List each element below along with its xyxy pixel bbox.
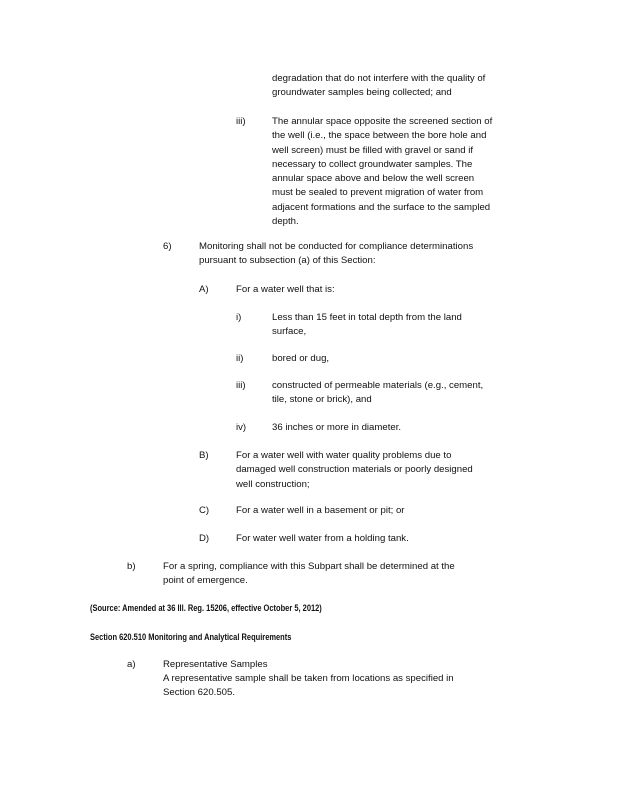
text-line: For a water well with water quality problems due to — [236, 450, 452, 461]
item-marker: iii) — [236, 116, 246, 127]
continuation-paragraph — [272, 72, 532, 101]
item-b-paragraph — [163, 560, 517, 589]
item-marker: a) — [127, 659, 136, 670]
text-line: damaged well construction materials or poorly designed — [236, 464, 473, 476]
item-marker: A) — [199, 284, 209, 295]
item-A-paragraph — [236, 283, 436, 297]
item-marker: D) — [199, 533, 210, 544]
item-marker: b) — [127, 561, 136, 572]
text-line: The annular space opposite the screened section of — [272, 116, 493, 127]
item-D-paragraph — [236, 532, 456, 546]
text-line: Less than 15 feet in total depth from the land — [272, 312, 462, 323]
item-marker: iii) — [236, 380, 246, 391]
item-A-ii-paragraph — [272, 352, 472, 366]
item-a-paragraph — [163, 672, 513, 701]
text-line: For a spring, compliance with this Subpart shall be determined at the — [163, 561, 455, 572]
text-line: pursuant to subsection (a) of this Section: — [199, 255, 376, 267]
item-B-paragraph — [236, 449, 504, 492]
text-line: A representative sample shall be taken from locations as specified in — [163, 673, 454, 684]
text-line: For water well water from a holding tank. — [236, 533, 409, 544]
item-A-iii-paragraph — [272, 379, 516, 408]
item-A-iv-paragraph — [272, 421, 472, 435]
item-a-heading: Representative Samples — [163, 659, 268, 670]
text-line: For a water well in a basement or pit; or — [236, 505, 405, 516]
text-line: well construction; — [236, 478, 310, 490]
text-line: well screen) must be filled with gravel or sand if — [272, 144, 474, 156]
text-line: adjacent formations and the surface to the sampled — [272, 201, 491, 213]
text-line: groundwater samples being collected; and — [272, 87, 452, 99]
text-line: surface, — [272, 326, 307, 338]
text-line: degradation that do not interfere with the quality of — [272, 73, 486, 84]
text-line: necessary to collect groundwater samples. The — [272, 158, 473, 170]
item-marker: ii) — [236, 353, 244, 364]
item-marker: i) — [236, 312, 242, 323]
text-line: tile, stone or brick), and — [272, 394, 372, 406]
text-line: bored or dug, — [272, 353, 330, 364]
text-line: For a water well that is: — [236, 284, 335, 295]
text-line: Monitoring shall not be conducted for compliance determinations — [199, 241, 474, 252]
source-note: (Source: Amended at 36 Ill. Reg. 15206, effective October 5, 2012) — [90, 603, 322, 614]
text-line: Section 620.505. — [163, 687, 236, 699]
item-marker: B) — [199, 450, 209, 461]
section-heading: Section 620.510 Monitoring and Analytical Requirements — [90, 632, 292, 643]
text-line: must be sealed to prevent migration of water from — [272, 187, 484, 199]
item-marker: 6) — [163, 241, 172, 252]
item-iii-annular-paragraph — [272, 115, 530, 229]
text-line: depth. — [272, 216, 299, 228]
text-line: annular space above and below the well screen — [272, 173, 475, 185]
text-line: point of emergence. — [163, 575, 248, 587]
item-C-paragraph — [236, 504, 456, 518]
text-line: 36 inches or more in diameter. — [272, 422, 402, 433]
item-6-paragraph — [199, 240, 513, 269]
item-marker: C) — [199, 505, 210, 516]
text-line: constructed of permeable materials (e.g., cement, — [272, 380, 484, 391]
text-line: the well (i.e., the space between the bore hole and — [272, 130, 487, 142]
item-marker: iv) — [236, 422, 247, 433]
item-A-i-paragraph — [272, 311, 494, 340]
